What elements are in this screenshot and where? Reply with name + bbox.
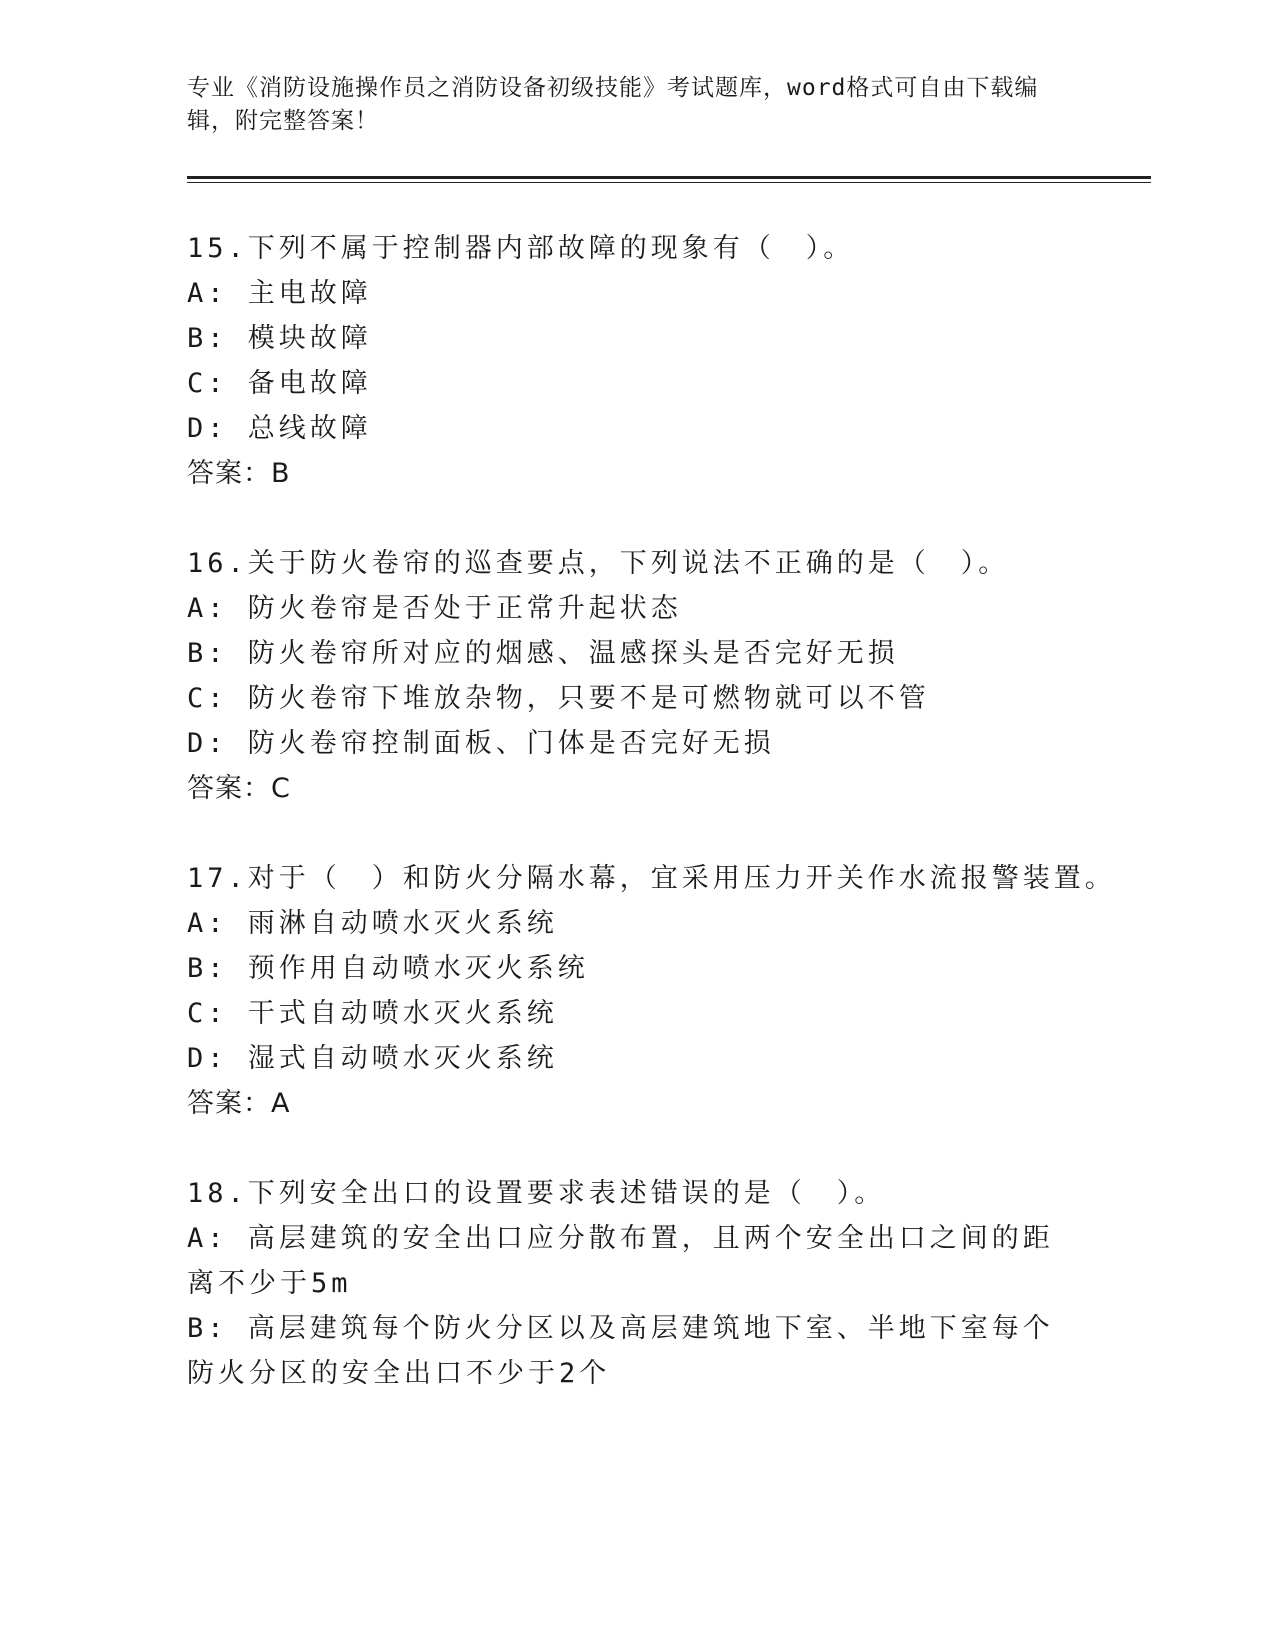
option-a: A: 防火卷帘是否处于正常升起状态 <box>187 593 682 624</box>
option-b: B: 防火卷帘所对应的烟感、温感探头是否完好无损 <box>187 638 899 669</box>
option-a: A: 高层建筑的安全出口应分散布置，且两个安全出口之间的距离不少于5m <box>187 1223 1054 1299</box>
option-b: B: 模块故障 <box>187 323 372 354</box>
option-d: D: 总线故障 <box>187 413 372 444</box>
option-b: B: 预作用自动喷水灭火系统 <box>187 953 589 984</box>
answer: 答案：C <box>187 773 291 804</box>
option-a: A: 主电故障 <box>187 278 372 309</box>
question-stem: 18.下列安全出口的设置要求表述错误的是（ ）。 <box>187 1178 886 1209</box>
question-18 <box>187 1171 1087 1396</box>
question-stem: 15.下列不属于控制器内部故障的现象有（ ）。 <box>187 233 855 264</box>
question-stem: 16.关于防火卷帘的巡查要点，下列说法不正确的是（ ）。 <box>187 548 1010 579</box>
option-c: C: 干式自动喷水灭火系统 <box>187 998 558 1029</box>
header-divider-thick <box>187 176 1151 179</box>
question-16 <box>187 541 1087 811</box>
option-c: C: 备电故障 <box>187 368 372 399</box>
question-stem: 17.对于（ ）和防火分隔水幕，宜采用压力开关作水流报警装置。 <box>187 863 1116 894</box>
document-intro: 专业《消防设施操作员之消防设备初级技能》考试题库，word格式可自由下载编辑，附完整答案！ <box>187 75 1039 134</box>
answer: 答案：B <box>187 458 291 489</box>
option-b: B: 高层建筑每个防火分区以及高层建筑地下室、半地下室每个防火分区的安全出口不少于2个 <box>187 1313 1054 1389</box>
header-divider-thin <box>187 182 1151 183</box>
option-d: D: 湿式自动喷水灭火系统 <box>187 1043 558 1074</box>
option-a: A: 雨淋自动喷水灭火系统 <box>187 908 558 939</box>
option-d: D: 防火卷帘控制面板、门体是否完好无损 <box>187 728 775 759</box>
option-c: C: 防火卷帘下堆放杂物，只要不是可燃物就可以不管 <box>187 683 930 714</box>
question-17 <box>187 856 1116 1126</box>
answer: 答案：A <box>187 1088 291 1119</box>
question-15 <box>187 226 1087 496</box>
